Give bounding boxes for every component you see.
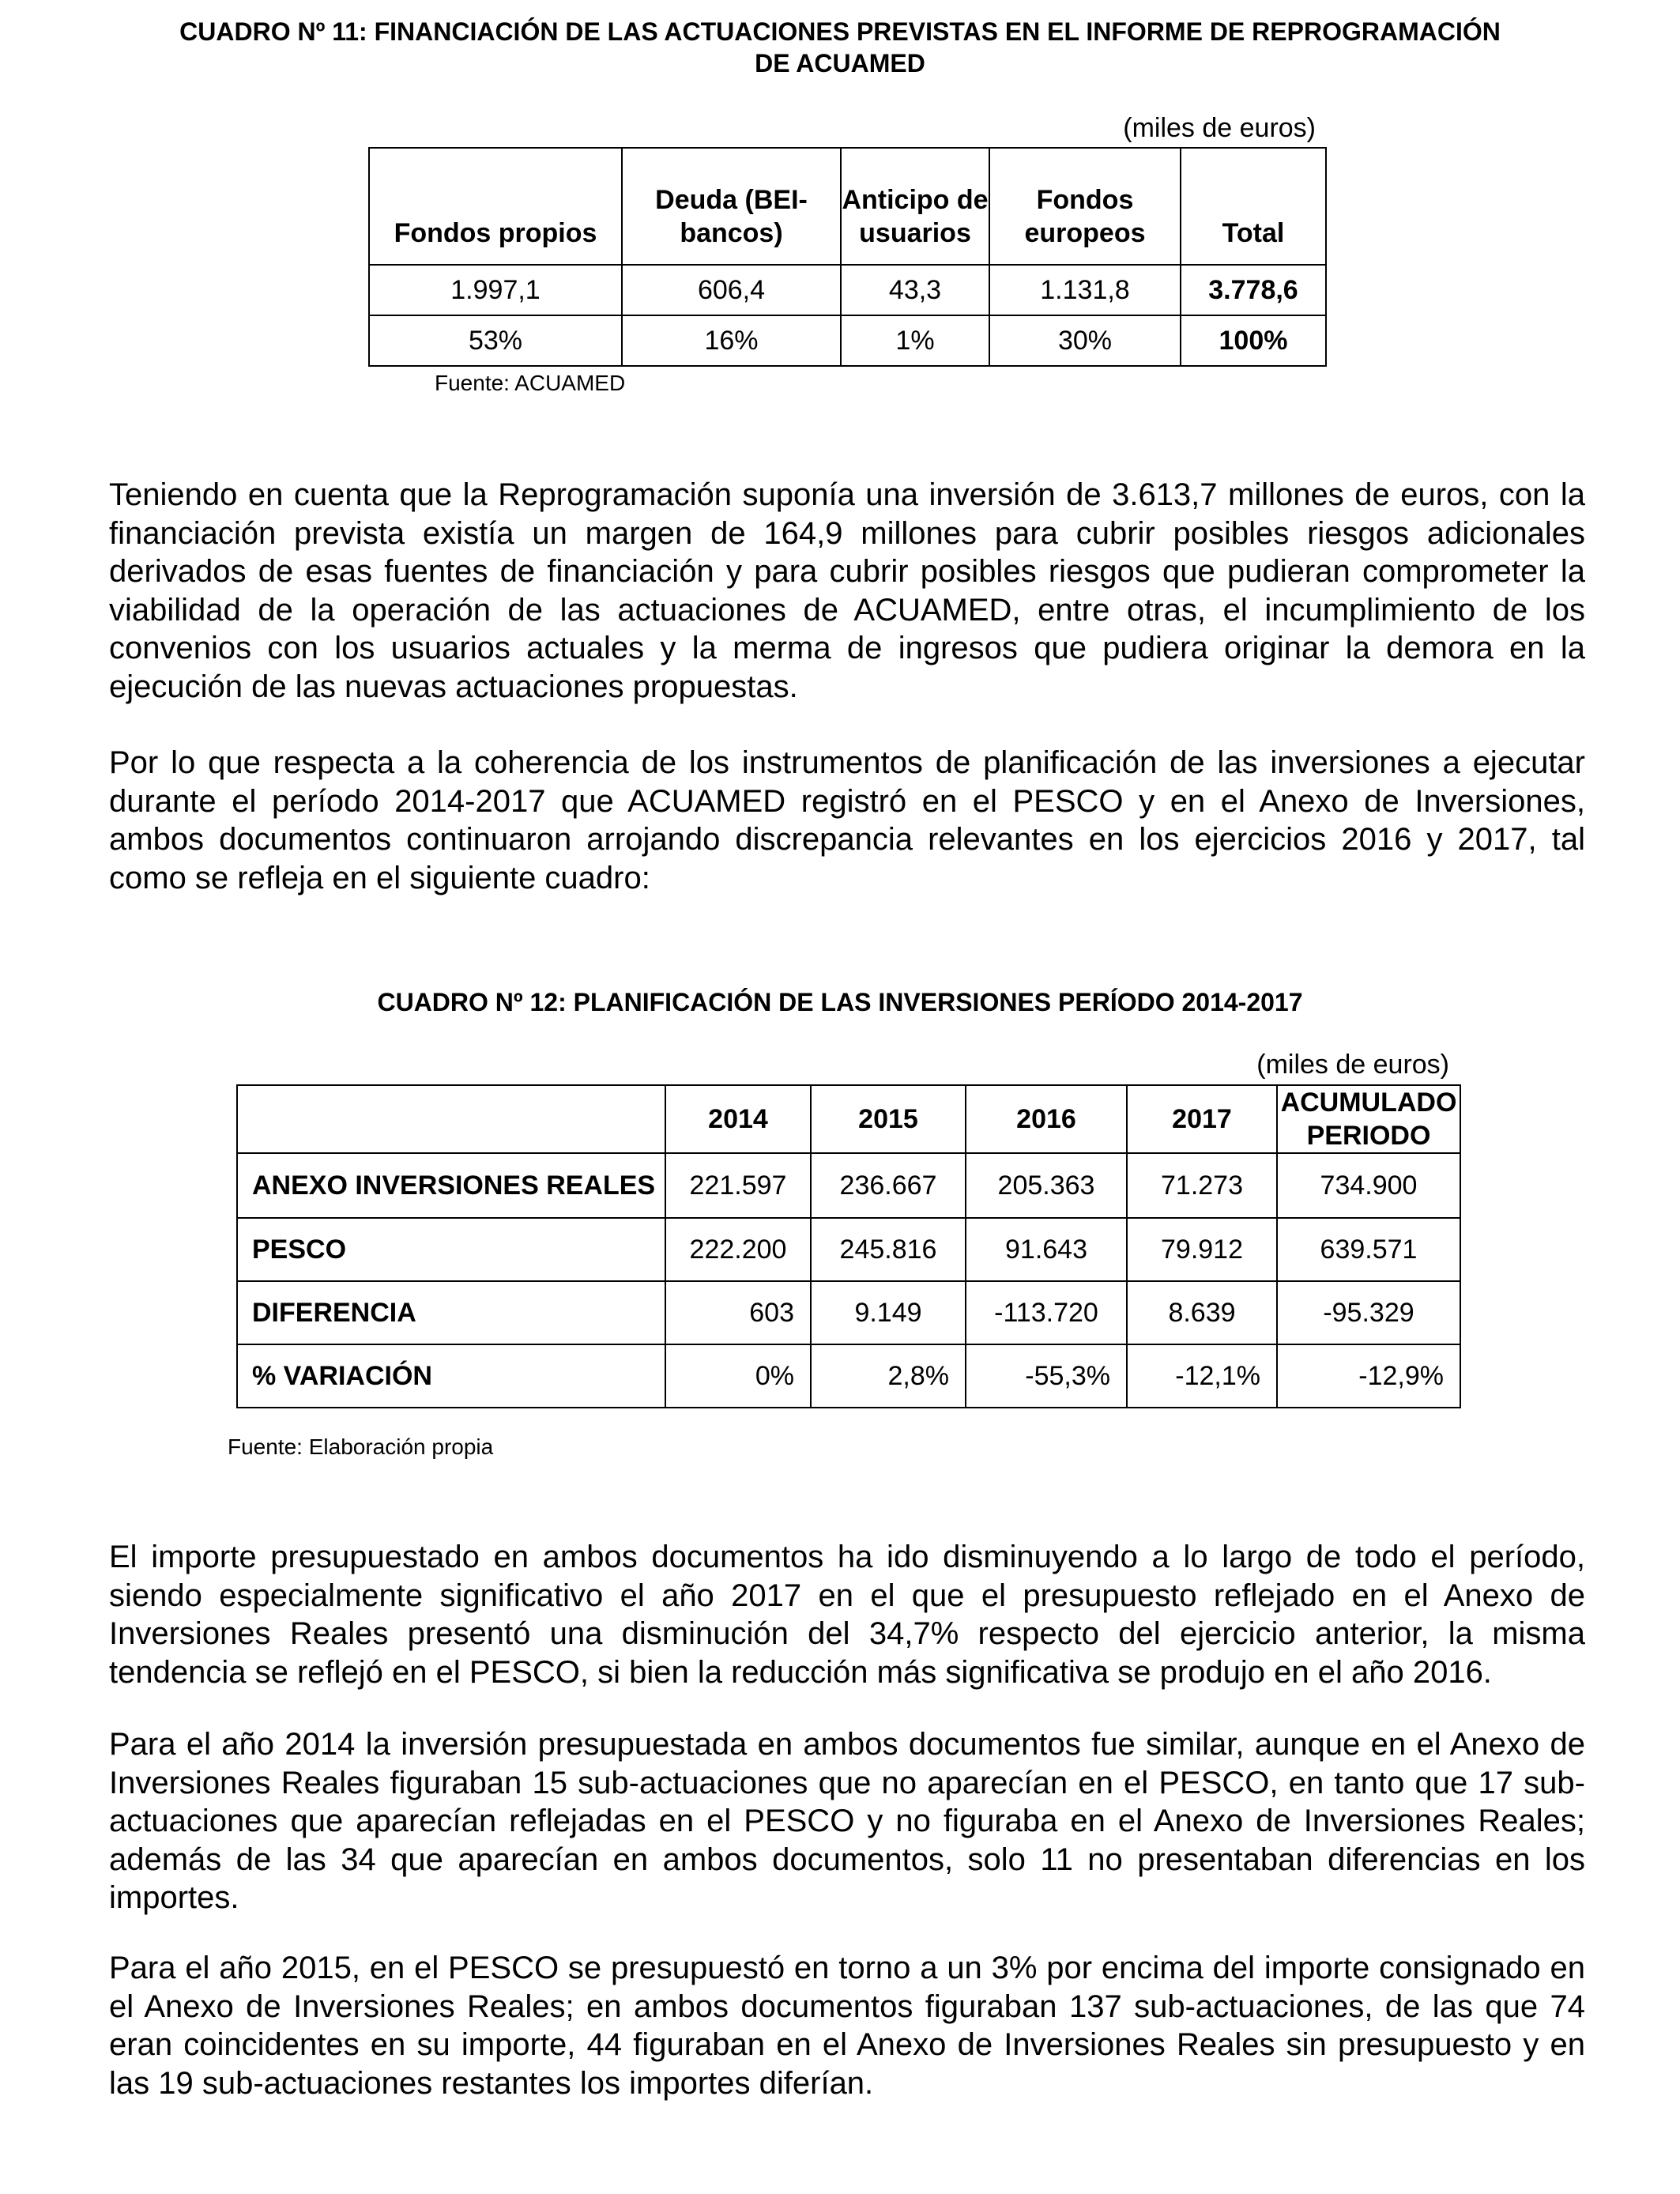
cell: 43,3 bbox=[841, 265, 989, 315]
cell: 245.816 bbox=[811, 1218, 966, 1281]
header-fondos-propios: Fondos propios bbox=[369, 148, 622, 265]
cell: -12,9% bbox=[1277, 1344, 1460, 1408]
row-label: DIFERENCIA bbox=[237, 1281, 665, 1344]
table-row bbox=[369, 315, 1326, 366]
cell: 222.200 bbox=[665, 1218, 811, 1281]
cell: -95.329 bbox=[1277, 1281, 1460, 1344]
table12-header-row bbox=[237, 1085, 1460, 1153]
header-2017: 2017 bbox=[1127, 1085, 1277, 1153]
cell: 1.131,8 bbox=[989, 265, 1181, 315]
cell: 91.643 bbox=[966, 1218, 1127, 1281]
paragraph-5: Para el año 2015, en el PESCO se presupuestó en torno a un 3% por encima del importe consignado en el Anexo de Inversiones Reales; en ambos documentos figuraban 137 sub-actuaciones, de las que 74 eran coincidentes en su importe, 44 figuraban en el Anexo de Inversiones Reales sin presupuesto y en las 19 sub-actuaciones restantes los importes diferían. bbox=[109, 1951, 1585, 2101]
investment-planning-table bbox=[236, 1084, 1461, 1408]
row-label: PESCO bbox=[237, 1218, 665, 1281]
cell: 30% bbox=[989, 315, 1181, 366]
header-2014: 2014 bbox=[665, 1085, 811, 1153]
cell: 236.667 bbox=[811, 1153, 966, 1218]
financing-table bbox=[368, 147, 1327, 367]
cell: 603 bbox=[665, 1281, 811, 1344]
header-2016: 2016 bbox=[966, 1085, 1127, 1153]
cell: 0% bbox=[665, 1344, 811, 1408]
table11-source: Fuente: ACUAMED bbox=[435, 371, 626, 395]
table11-caption-line2: DE ACUAMED bbox=[755, 49, 925, 77]
cell: 1% bbox=[841, 315, 989, 366]
cell: -113.720 bbox=[966, 1281, 1127, 1344]
cell-total: 3.778,6 bbox=[1181, 265, 1326, 315]
header-acumulado: ACUMULADO PERIODO bbox=[1277, 1085, 1460, 1153]
cell: 71.273 bbox=[1127, 1153, 1277, 1218]
cell: 53% bbox=[369, 315, 622, 366]
table-row bbox=[369, 265, 1326, 315]
header-fondos-europeos: Fondos europeos bbox=[989, 148, 1181, 265]
cell: -12,1% bbox=[1127, 1344, 1277, 1408]
cell: 79.912 bbox=[1127, 1218, 1277, 1281]
header-anticipo: Anticipo de usuarios bbox=[841, 148, 989, 265]
paragraph-2: Por lo que respecta a la coherencia de los instrumentos de planificación de las inversiones a ejecutar durante el período 2014-2017 que ACUAMED registró en el PESCO y en el Anexo de Inversiones, ambos documentos continuaron arrojando discrepancia relevantes en los ejercicios 2016 y 2017, tal como se refleja en el siguiente cuadro: bbox=[109, 745, 1585, 895]
cell: 16% bbox=[622, 315, 841, 366]
row-label: % VARIACIÓN bbox=[237, 1344, 665, 1408]
header-2015: 2015 bbox=[811, 1085, 966, 1153]
table-row bbox=[237, 1218, 1460, 1281]
table-row bbox=[237, 1153, 1460, 1218]
table12-source: Fuente: Elaboración propia bbox=[228, 1434, 494, 1459]
cell: 734.900 bbox=[1277, 1153, 1460, 1218]
cell: 606,4 bbox=[622, 265, 841, 315]
cell: 639.571 bbox=[1277, 1218, 1460, 1281]
paragraph-3: El importe presupuestado en ambos documentos ha ido disminuyendo a lo largo de todo el período, siendo especialmente significativo el año 2017 en el que el presupuesto reflejado en el Anexo de Inversiones Reales presentó una disminución del 34,7% respecto del ejercicio anterior, la misma tendencia se reflejó en el PESCO, si bien la reducción más significativa se produjo en el año 2016. bbox=[109, 1540, 1585, 1690]
table11-header-row bbox=[369, 148, 1326, 265]
row-label: ANEXO INVERSIONES REALES bbox=[237, 1153, 665, 1218]
paragraph-4: Para el año 2014 la inversión presupuestada en ambos documentos fue similar, aunque en el Anexo de Inversiones Reales figuraban 15 sub-actuaciones que no aparecían en el PESCO, en tanto que 17 sub-actuaciones que aparecían reflejadas en el PESCO y no figuraba en el Anexo de Inversiones Reales; además de las 34 que aparecían en ambos documentos, solo 11 no presentaban diferencias en los importes. bbox=[109, 1727, 1585, 1915]
header-deuda: Deuda (BEI-bancos) bbox=[622, 148, 841, 265]
cell: 2,8% bbox=[811, 1344, 966, 1408]
table11-units: (miles de euros) bbox=[1123, 113, 1316, 143]
table12-units: (miles de euros) bbox=[1256, 1050, 1449, 1080]
cell: -55,3% bbox=[966, 1344, 1127, 1408]
table-row bbox=[237, 1344, 1460, 1408]
cell: 221.597 bbox=[665, 1153, 811, 1218]
cell: 8.639 bbox=[1127, 1281, 1277, 1344]
cell: 1.997,1 bbox=[369, 265, 622, 315]
table12-caption: CUADRO Nº 12: PLANIFICACIÓN DE LAS INVERSIONES PERÍODO 2014-2017 bbox=[377, 988, 1303, 1016]
table11-caption bbox=[79, 16, 1601, 79]
header-total: Total bbox=[1181, 148, 1326, 265]
table11-caption-line1: CUADRO Nº 11: FINANCIACIÓN DE LAS ACTUACIONES PREVISTAS EN EL INFORME DE REPROGRAMACIÓN bbox=[179, 17, 1501, 46]
table-row bbox=[237, 1281, 1460, 1344]
cell: 9.149 bbox=[811, 1281, 966, 1344]
cell: 205.363 bbox=[966, 1153, 1127, 1218]
header-empty bbox=[237, 1085, 665, 1153]
cell-total: 100% bbox=[1181, 315, 1326, 366]
paragraph-1: Teniendo en cuenta que la Reprogramación suponía una inversión de 3.613,7 millones de euros, con la financiación prevista existía un margen de 164,9 millones para cubrir posibles riesgos adicionales derivados de esas fuentes de financiación y para cubrir posibles riesgos que pudieran comprometer la viabilidad de la operación de las actuaciones de ACUAMED, entre otras, el incumplimiento de los convenios con los usuarios actuales y la merma de ingresos que pudiera originar la demora en la ejecución de las nuevas actuaciones propuestas. bbox=[109, 477, 1585, 704]
